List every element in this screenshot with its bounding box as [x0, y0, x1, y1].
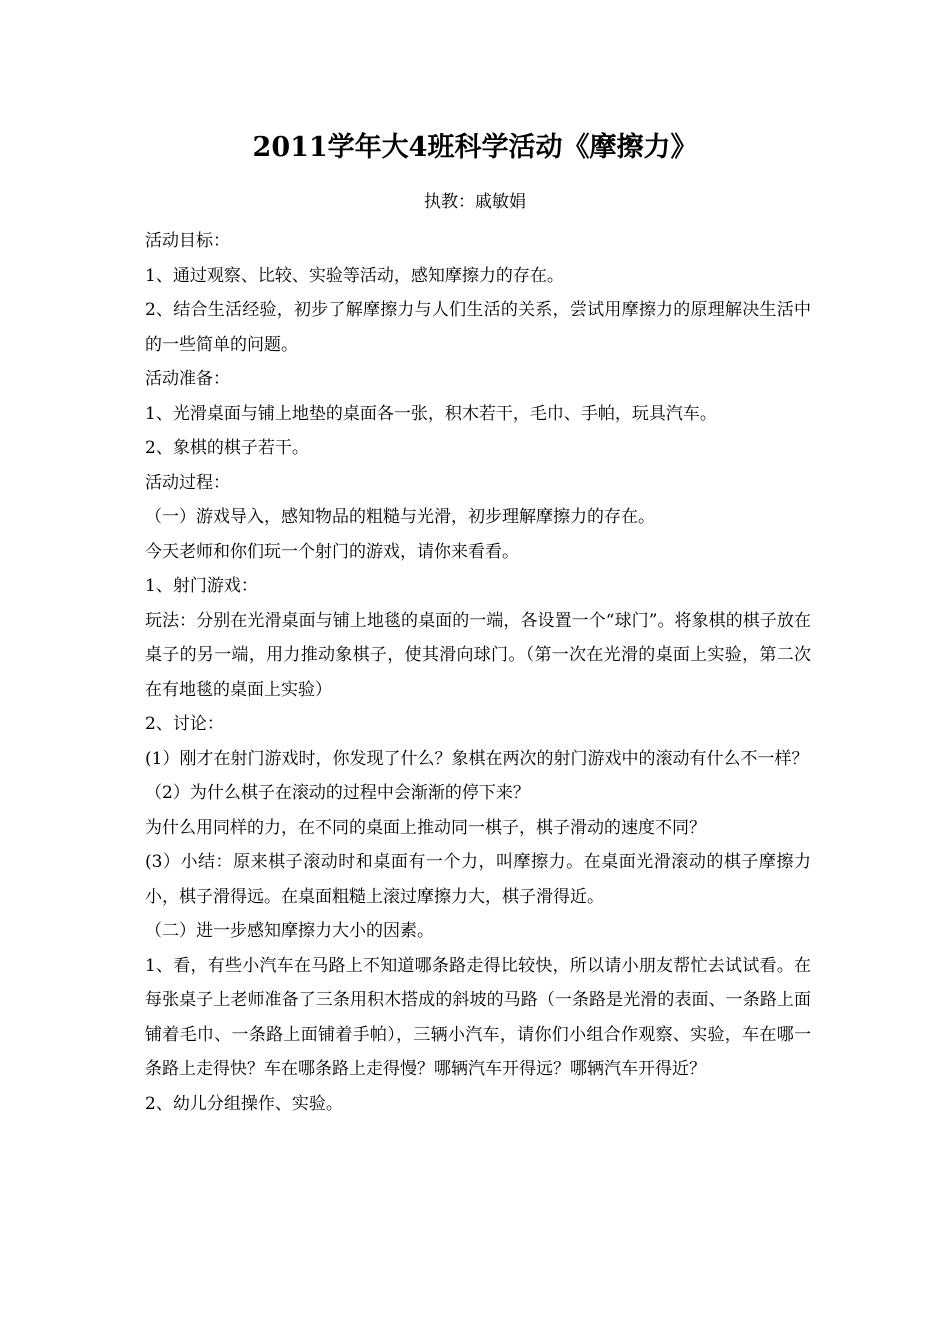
paragraph: 2、幼儿分组操作、实验。 [145, 1093, 343, 1114]
paragraph: 今天老师和你们玩一个射门的游戏，请你来看看。 [145, 541, 519, 562]
paragraph: 为什么用同样的力，在不同的桌面上推动同一棋子，棋子滑动的速度不同？ [145, 817, 706, 838]
author-line: 执教：戚敏娟 [424, 192, 526, 212]
section-heading-goals: 活动目标： [145, 231, 230, 251]
paragraph: 1、通过观察、比较、实验等活动，感知摩擦力的存在。 [145, 265, 564, 286]
paragraph: （2）为什么棋子在滚动的过程中会渐渐的停下来？ [145, 783, 530, 803]
section-heading-preparation: 活动准备： [145, 369, 230, 389]
paragraph: 1、射门游戏： [145, 576, 258, 596]
paragraph: （一）游戏导入，感知物品的粗糙与光滑，初步理解摩擦力的存在。 [145, 507, 655, 527]
paragraph: 1、看，有些小汽车在马路上不知道哪条路走得比较快，所以请小朋友帮忙去试试看。在每张桌子上老师准备了三条用积木搭成的斜坡的马路（一条路是光滑的表面、一条路上面铺着毛巾、一条路上面铺着手帕），三辆小汽车，请你们小组合作观察、实验，车在哪一条路上走得快？车在哪条路上走得慢？哪辆汽车开得远？哪辆汽车开得近？ [145, 955, 811, 1079]
paragraph: 2、象棋的棋子若干。 [145, 438, 309, 458]
paragraph: (1）刚才在射门游戏时，你发现了什么？象棋在两次的射门游戏中的滚动有什么不一样？ [145, 748, 809, 769]
paragraph: （二）进一步感知摩擦力大小的因素。 [145, 921, 434, 941]
paragraph: (3）小结：原来棋子滚动时和桌面有一个力，叫摩擦力。在桌面光滑滚动的棋子摩擦力小，棋子滑得远。在桌面粗糙上滚过摩擦力大，棋子滑得近。 [145, 852, 811, 907]
document-body [145, 224, 811, 1121]
paragraph: 2、讨论： [145, 714, 224, 734]
paragraph: 1、光滑桌面与铺上地垫的桌面各一张，积木若干，毛巾、手帕，玩具汽车。 [145, 403, 717, 424]
paragraph: 2、结合生活经验，初步了解摩擦力与人们生活的关系，尝试用摩擦力的原理解决生活中的一些简单的问题。 [145, 300, 811, 355]
section-heading-process: 活动过程： [145, 472, 230, 493]
document-title: 2011学年大4班科学活动《摩擦力》 [252, 132, 698, 163]
paragraph: 玩法：分别在光滑桌面与铺上地毯的桌面的一端，各设置一个“球门”。将象棋的棋子放在桌子的另一端，用力推动象棋子，使其滑向球门。（第一次在光滑的桌面上实验，第二次在有地毯的桌面上实验） [145, 610, 811, 700]
